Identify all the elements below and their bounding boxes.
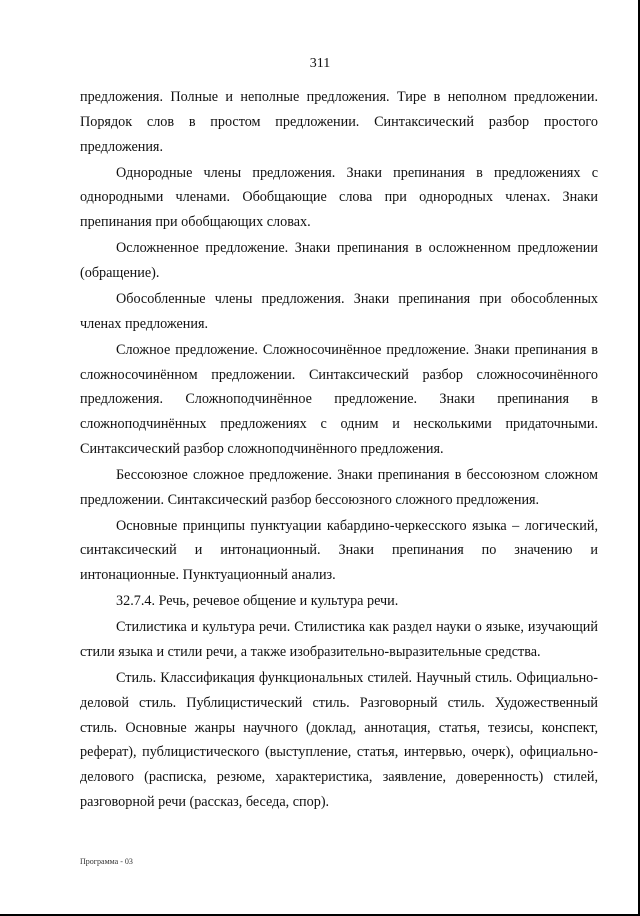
document-body: [80, 85, 598, 816]
paragraph-complicated-sentence: Осложненное предложение. Знаки препинания в осложненном предложении (обращение).: [80, 240, 598, 281]
paragraph-homogeneous-members: Однородные члены предложения. Знаки препинания в предложениях с однородными членами. Обобщающие слова при однородных членах. Знаки препинания при обобщающих словах.: [80, 164, 598, 231]
section-heading: 32.7.4. Речь, речевое общение и культура речи.: [116, 593, 399, 610]
paragraph-complex-sentence: Сложное предложение. Сложносочинённое предложение. Знаки препинания в сложносочинённом предложении. Синтаксический разбор сложносочинённого предложения. Сложноподчинённое предложение. Знаки препинания в сложноподчинённых предложениях с одним и несколькими придаточными. Синтаксический разбор сложноподчинённого предложения.: [80, 341, 598, 457]
paragraph-punctuation-principles: Основные принципы пунктуации кабардино-черкесского языка – логический, синтаксический и интонационный. Знаки препинания по значению и интонационные. Пунктуационный анализ.: [80, 517, 598, 584]
paragraph-continuation: предложения. Полные и неполные предложения. Тире в неполном предложении. Порядок слов в простом предложении. Синтаксический разбор простого предложения.: [80, 89, 598, 155]
paragraph-stylistics: Стилистика и культура речи. Стилистика как раздел науки о языке, изучающий стили языка и стили речи, а также изобразительно-выразительные средства.: [80, 619, 598, 661]
paragraph-functional-styles: Стиль. Классификация функциональных стилей. Научный стиль. Официально-деловой стиль. Публицистический стиль. Разговорный стиль. Художественный стиль. Основные жанры научного (доклад, аннотация, статья, тезисы, конспект, реферат), публицистического (выступление, статья, интервью, очерк), официально-делового (расписка, резюме, характеристика, заявление, доверенность) стилей, разговорной речи (рассказ, беседа, спор).: [80, 670, 598, 810]
footer-label: Программа - 03: [80, 857, 133, 866]
paragraph-isolated-members: Обособленные члены предложения. Знаки препинания при обособленных членах предложения.: [80, 290, 598, 332]
paragraph-asyndetic-sentence: Бессоюзное сложное предложение. Знаки препинания в бессоюзном сложном предложении. Синтаксический разбор бессоюзного сложного предложения.: [80, 466, 598, 508]
page-number: 311: [309, 56, 331, 71]
